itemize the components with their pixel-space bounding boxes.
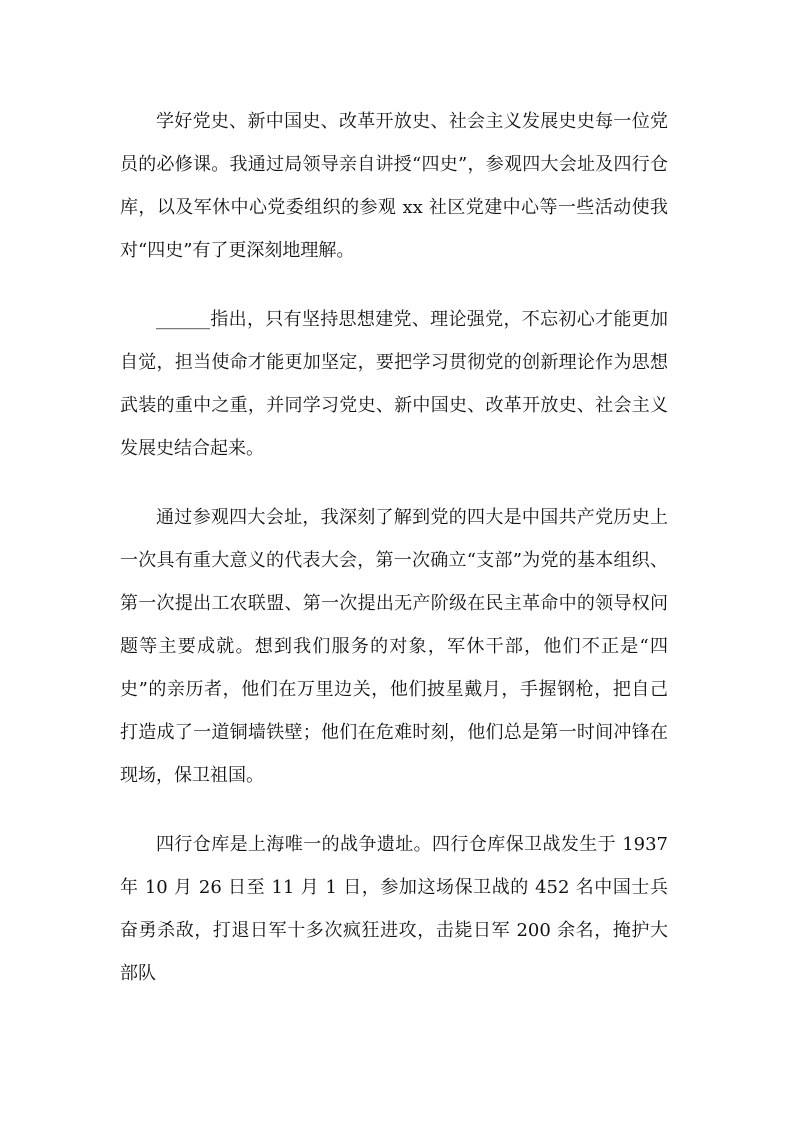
- paragraph-4: 四行仓库是上海唯一的战争遗址。四行仓库保卫战发生于 1937 年 10 月 26 日至 11 月 1 日，参加这场保卫战的 452 名中国士兵奋勇杀敌，打退日军十多次疯狂进攻，击毙日军 200 余名，掩护大部队: [120, 834, 668, 984]
- paragraph-1: 学好党史、新中国史、改革开放史、社会主义发展史史每一位党员的必修课。我通过局领导亲自讲授“四史”，参观四大会址及四行仓库，以及军休中心党委组织的参观 xx 社区党建中心等一些活动使我对“四史”有了更深刻地理解。: [120, 111, 668, 261]
- paragraph-3: 通过参观四大会址，我深刻了解到党的四大是中国共产党历史上一次具有重大意义的代表大会，第一次确立“支部”为党的基本组织、第一次提出工农联盟、第一次提出无产阶级在民主革命中的领导权问题等主要成就。想到我们服务的对象，军休干部，他们不正是“四史”的亲历者，他们在万里边关，他们披星戴月，手握钢枪，把自己打造成了一道铜墙铁壁；他们在危难时刻，他们总是第一时间冲锋在现场，保卫祖国。: [120, 507, 668, 786]
- document-body: [120, 100, 668, 1021]
- paragraph-2: ______指出，只有坚持思想建党、理论强党，不忘初心才能更加自觉，担当使命才能更加坚定，要把学习贯彻党的创新理论作为思想武装的重中之重，并同学习党史、新中国史、改革开放史、社会主义发展史结合起来。: [120, 309, 668, 459]
